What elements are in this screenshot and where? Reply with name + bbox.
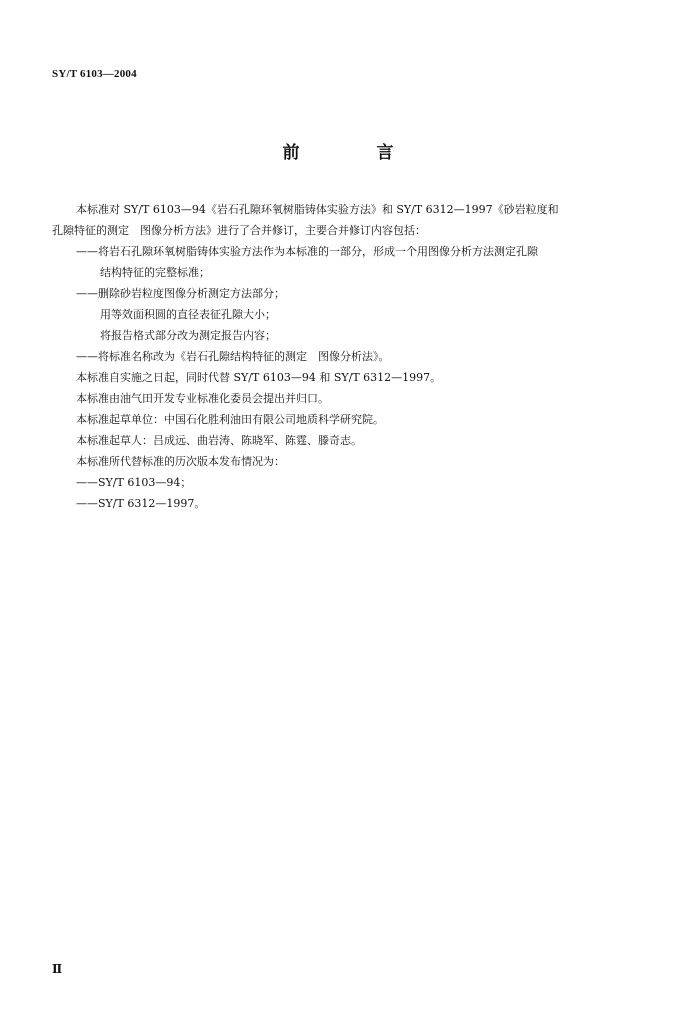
previous-version-1: ——SY/T 6103—94； [76, 476, 192, 489]
paragraph-drafters: 本标准起草人：吕成远、曲岩涛、陈晓军、陈霆、滕奇志。 [76, 434, 362, 447]
list-item-4: 将报告格式部分改为测定报告内容； [100, 329, 276, 342]
page-title: 前 言 [282, 143, 424, 163]
list-item-5: ——将标准名称改为《岩石孔隙结构特征的测定 图像分析法》。 [76, 350, 390, 363]
previous-version-2: ——SY/T 6312—1997。 [76, 497, 206, 510]
paragraph-proposer: 本标准由油气田开发专业标准化委员会提出并归口。 [76, 392, 329, 405]
document-body [52, 199, 657, 514]
list-item-2: ——删除砂岩粒度图像分析测定方法部分； [76, 287, 285, 300]
list-item-3: 用等效面积圆的直径表征孔隙大小； [100, 308, 276, 321]
paragraph-replacement: 本标准自实施之日起，同时代替 SY/T 6103—94 和 SY/T 6312—1997。 [76, 371, 442, 384]
page-number: Ⅱ [52, 962, 63, 976]
paragraph-drafting-unit: 本标准起草单位：中国石化胜利油田有限公司地质科学研究院。 [76, 413, 384, 426]
list-item-1-line1: ——将岩石孔隙环氧树脂铸体实验方法作为本标准的一部分，形成一个用图像分析方法测定孔隙 [76, 245, 538, 258]
list-item-1-line2: 结构特征的完整标准； [100, 266, 210, 279]
paragraph-history: 本标准所代替标准的历次版本发布情况为： [76, 455, 285, 468]
standard-code: SY/T 6103—2004 [52, 68, 137, 80]
paragraph-intro-line2: 孔隙特征的测定 图像分析方法》进行了合并修订，主要合并修订内容包括： [52, 224, 426, 237]
paragraph-intro-line1: 本标准对 SY/T 6103—94《岩石孔隙环氧树脂铸体实验方法》和 SY/T 6312—1997《砂岩粒度和 [76, 203, 559, 216]
